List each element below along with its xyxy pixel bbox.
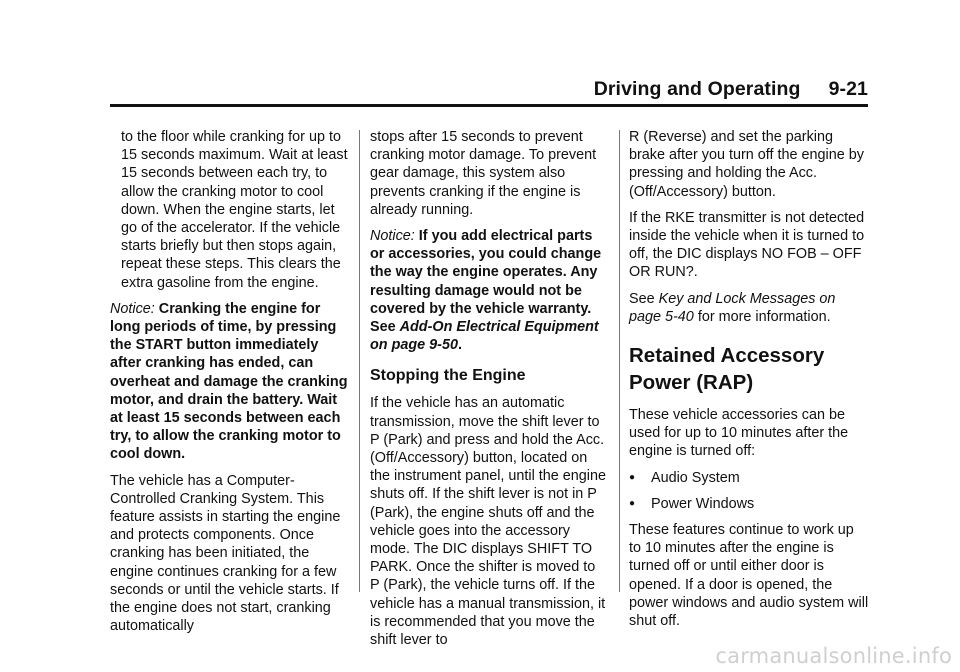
header-rule: [110, 104, 868, 107]
rap-intro-paragraph: These vehicle accessories can be used for up to 10 minutes after the engine is turned off:: [629, 407, 849, 460]
column-divider-1: [359, 130, 360, 592]
notice-label: Notice:: [370, 228, 415, 245]
see-reference-link[interactable]: Key and Lock Messages on page 5-40: [629, 290, 836, 325]
page-number: 9-21: [828, 78, 868, 100]
notice-end: .: [457, 337, 462, 354]
continued-paragraph: to the floor while cranking for up to 15 seconds maximum. Wait at least 15 seconds between each try, to allow the cranking motor to cool down. When the engine starts, let go of the accelerator. If the vehicle starts briefly but then stops again, repeat these steps. This clears the extra gasoline from the engine.: [121, 129, 348, 291]
cranking-stops-paragraph: stops after 15 seconds to prevent cranking motor damage. To prevent gear damage, this system also prevents cranking if the engine is already running.: [370, 129, 597, 218]
bullet-list: [629, 469, 869, 513]
reverse-paragraph: R (Reverse) and set the parking brake after you turn off the engine by pressing and holding the Acc. (Off/Accessory) button.: [629, 129, 864, 200]
watermark: carmanualsonline.info: [715, 644, 952, 668]
column-1: [110, 128, 350, 643]
see-reference-paragraph: [629, 290, 869, 326]
notice-cranking: [110, 300, 350, 464]
heading-rap: Retained Accessory Power (RAP): [629, 344, 825, 395]
notice-text: Cranking the engine for long periods of time, by pressing the START button immediately after cranking has ended, can overheat and damage the cranking motor, and drain the battery. Wait at least 15 seconds between each try, to allow the cranking motor to cool down.: [110, 300, 348, 463]
cranking-system-paragraph: The vehicle has a Computer-Controlled Cranking System. This feature assists in starting the engine and protects components. Once cranking has been initiated, the engine continues cranking for a few seconds or until the vehicle starts. If the engine does not start, cranking automatically: [110, 472, 341, 635]
rke-paragraph: If the RKE transmitter is not detected inside the vehicle when it is turned to off, the DIC displays NO FOB – OFF OR RUN?.: [629, 209, 865, 281]
stopping-engine-paragraph: If the vehicle has an automatic transmission, move the shift lever to P (Park) and press and hold the Acc. (Off/Accessory) button, located on the instrument panel, until the engine shuts off. If the shift lever is not in P (Park), the engine shuts off and the vehicle goes into the accessory mode. The DIC displays SHIFT TO PARK. Once the shifter is moved to P (Park), the vehicle turns off. If the vehicle has a manual transmission, it is recommended that you move the shift lever to: [370, 395, 607, 649]
list-item: [629, 469, 869, 487]
see-end: for more information.: [697, 308, 831, 325]
see-label: See: [629, 290, 655, 307]
notice-reference-link[interactable]: Add-On Electrical Equipment on page 9-50: [370, 319, 599, 354]
rap-detail-paragraph: These features continue to work up to 10 minutes after the engine is turned off or until either door is opened. If a door is opened, the power windows and audio system will shut off.: [629, 522, 869, 630]
list-item-text: Audio System: [651, 469, 740, 486]
list-item: [629, 495, 869, 513]
heading-stopping-engine: Stopping the Engine: [370, 367, 526, 385]
page-header: [110, 78, 868, 104]
notice-label: Notice:: [110, 300, 155, 317]
notice-text: If you add electrical parts or accessories, you could change the way the engine operates. Any resulting damage would not be covered by the vehicle warranty. See: [370, 228, 602, 336]
notice-electrical: [370, 227, 608, 354]
column-2: [370, 128, 608, 657]
bullet-icon: ●: [629, 471, 636, 483]
bullet-icon: ●: [629, 497, 636, 509]
column-3: [629, 128, 869, 638]
column-divider-2: [619, 130, 620, 592]
section-title: Driving and Operating: [593, 78, 801, 100]
list-item-text: Power Windows: [651, 495, 755, 512]
